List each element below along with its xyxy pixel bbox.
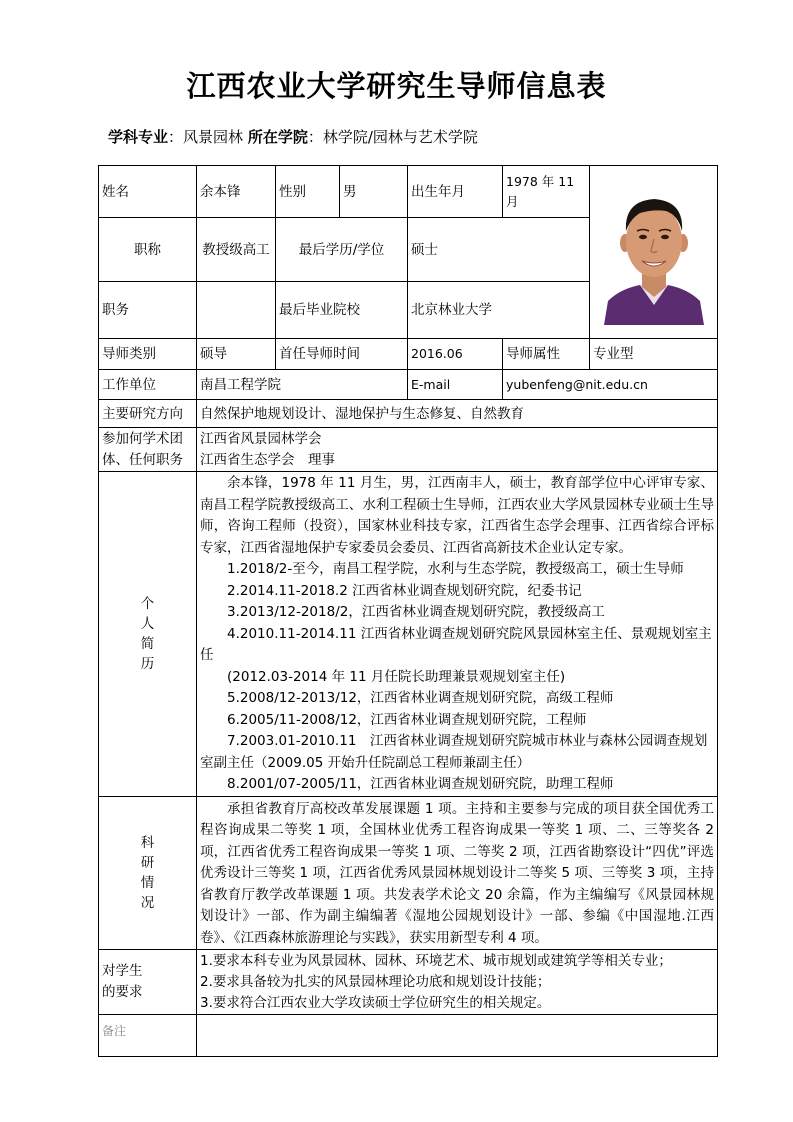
first-time-value: 2016.06 xyxy=(408,339,503,370)
requirement-item: 1.要求本科专业为风景园林、园林、环境艺术、城市规划或建筑学等相关专业； xyxy=(200,952,672,969)
subject-header xyxy=(108,126,478,147)
name-value: 余本锋 xyxy=(197,166,276,218)
school-value: 北京林业大学 xyxy=(408,282,590,339)
title-value: 教授级高工 xyxy=(197,218,276,282)
gender-label: 性别 xyxy=(276,166,340,218)
research-situation-label-char: 科 xyxy=(140,834,155,851)
resume-item: 6.2005/11-2008/12，江西省林业调查规划研究院，工程师 xyxy=(227,711,587,728)
research-situation-value xyxy=(197,796,718,950)
resume-item-continuation: 室副主任（2009.05 开始升任院副总工程师兼副主任） xyxy=(200,754,531,771)
requirement-item: 2.要求具备较为扎实的风景园林理论功底和规划设计技能； xyxy=(200,973,551,990)
resume-value xyxy=(197,472,718,797)
society-label-line-1: 参加何学术团 xyxy=(102,430,183,447)
resume-label-char: 历 xyxy=(140,655,155,672)
resume-item: 5.2008/12-2013/12，江西省林业调查规划研究院，高级工程师 xyxy=(227,690,614,706)
gender-value: 男 xyxy=(340,166,408,218)
resume-item: 1.2018/2-至今，南昌工程学院，水利与生态学院，教授级高工，硕士生导师 xyxy=(227,561,684,577)
requirement-value xyxy=(197,950,718,1015)
resume-label-char: 简 xyxy=(140,635,155,652)
resume-item: 2.2014.11-2018.2 江西省林业调查规划研究院，纪委书记 xyxy=(227,582,582,599)
school-label: 最后毕业院校 xyxy=(276,282,408,339)
portrait-photo-icon xyxy=(600,179,708,325)
resume-item: 3.2013/12-2018/2，江西省林业调查规划研究院，教授级高工 xyxy=(227,604,605,620)
requirement-label-line-2: 的要求 xyxy=(102,984,143,1000)
remark-value xyxy=(197,1015,718,1057)
college-value: ：林学院/园林与艺术学院 xyxy=(307,128,478,146)
degree-label: 最后学历/学位 xyxy=(276,218,408,282)
requirement-label xyxy=(99,950,197,1015)
society-line-1: 江西省风景园林学会 xyxy=(200,430,322,447)
tutor-type-label: 导师类别 xyxy=(99,339,197,370)
resume-item: 8.2001/07-2005/11，江西省林业调查规划研究院，助理工程师 xyxy=(227,776,614,792)
work-value: 南昌工程学院 xyxy=(197,370,408,400)
requirement-item: 3.要求符合江西农业大学攻读硕士学位研究生的相关规定。 xyxy=(200,994,551,1011)
college-label: 所在学院 xyxy=(247,128,308,146)
info-table xyxy=(98,165,718,1057)
tutor-attr-label: 导师属性 xyxy=(503,339,590,370)
work-label: 工作单位 xyxy=(99,370,197,400)
society-label-line-2: 体、任何职务 xyxy=(102,451,183,468)
resume-label-char: 个 xyxy=(140,595,155,612)
page-title: 江西农业大学研究生导师信息表 xyxy=(186,69,607,103)
remark-label: 备注 xyxy=(99,1015,197,1057)
email-label: E-mail xyxy=(408,370,503,400)
post-label: 职务 xyxy=(99,282,197,339)
resume-label xyxy=(99,472,197,797)
photo-cell xyxy=(590,166,718,339)
society-label xyxy=(99,428,197,472)
research-value: 自然保护地规划设计、湿地保护与生态修复、自然教育 xyxy=(197,400,718,428)
research-situation-label-char: 研 xyxy=(140,854,155,871)
society-line-2: 江西省生态学会 理事 xyxy=(200,451,335,468)
resume-label-char: 人 xyxy=(140,615,155,632)
tutor-type-value: 硕导 xyxy=(197,339,276,370)
first-time-label: 首任导师时间 xyxy=(276,339,408,370)
requirement-label-line-1: 对学生 xyxy=(102,963,143,979)
research-situation-label xyxy=(99,796,197,950)
degree-value: 硕士 xyxy=(408,218,590,282)
resume-item-continuation: 任 xyxy=(200,647,214,663)
subject-value: ：风景园林 xyxy=(168,128,244,146)
resume-item: 7.2003.01-2010.11 江西省林业调查规划研究院城市林业与森林公园调查规划 xyxy=(227,733,708,749)
resume-item: (2012.03-2014 年 11 月任院长助理兼景观规划室主任) xyxy=(227,668,566,685)
birth-value: 1978 年 11 月 xyxy=(503,166,590,218)
birth-label: 出生年月 xyxy=(408,166,503,218)
research-situation-text: 承担省教育厅高校改革发展课题 1 项。主持和主要参与完成的项目获全国优秀工程咨询成果二等奖 1 项，全国林业优秀工程咨询成果一等奖 1 项、二、三等奖各 2 项，江西省优秀工程咨询成果一等奖 1 项、二等奖 2 项，江西省勘察设计“四优”评选优秀设计三等奖 1 项，江西省优秀风景园林规划设计二等奖 5 项、三等奖 3 项，主持省教育厅教学改革课题 1 项。共发表学术论文 20 余篇，作为主编编写《风景园林规划设计》一部、作为副主编编著《湿地公园规划设计》一部、参编《中国湿地.江西卷》、《江西森林旅游理论与实践》，获实用新型专利 4 项。 xyxy=(200,800,714,946)
tutor-attr-value: 专业型 xyxy=(590,339,718,370)
title-label: 职称 xyxy=(99,218,197,282)
resume-item: 4.2010.11-2014.11 江西省林业调查规划研究院风景园林室主任、景观规划室主 xyxy=(227,625,712,642)
society-value xyxy=(197,428,718,472)
email-value: yubenfeng@nit.edu.cn xyxy=(503,370,718,400)
name-label: 姓名 xyxy=(99,166,197,218)
resume-intro: 余本锋，1978 年 11 月生，男，江西南丰人，硕士，教育部学位中心评审专家、南昌工程学院教授级高工、水利工程硕士生导师，江西农业大学风景园林专业硕士生导师，咨询工程师（投资），国家林业科技专家，江西省生态学会理事、江西省综合评标专家，江西省湿地保护专家委员会委员、江西省高新技术企业认定专家。 xyxy=(200,475,714,556)
research-situation-label-char: 情 xyxy=(140,874,155,891)
post-value xyxy=(197,282,276,339)
research-label: 主要研究方向 xyxy=(99,400,197,428)
subject-label: 学科专业 xyxy=(108,128,169,146)
research-situation-label-char: 况 xyxy=(140,894,155,911)
